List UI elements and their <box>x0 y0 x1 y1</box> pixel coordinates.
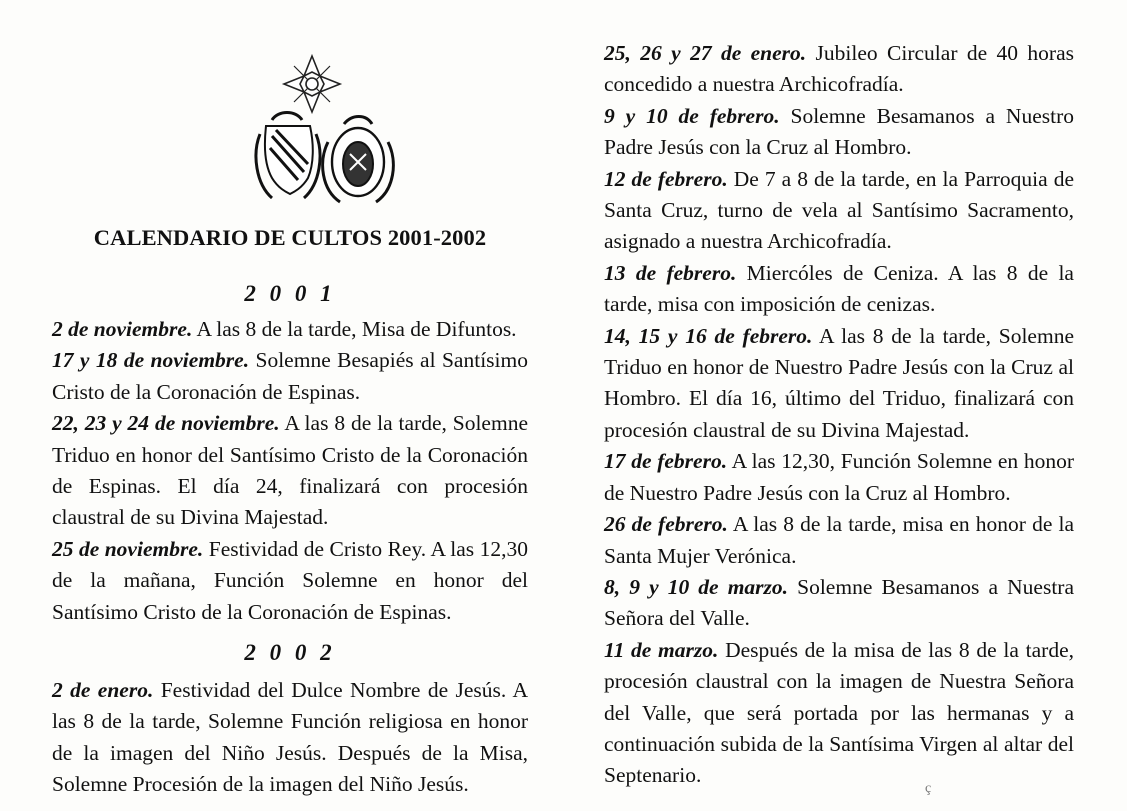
entry-text: Festividad de Cristo Rey. A las 12,30 de la mañana, Función Solemne en honor del Santísimo Cristo de la Coronación de Espinas. <box>52 536 528 624</box>
entry-text: Solemne Besapiés al Santísimo Cristo de la Coronación de Espinas. <box>52 348 528 404</box>
entry-date: 17 de febrero. <box>604 449 728 474</box>
entry-date: 26 de febrero. <box>604 512 728 537</box>
list-item <box>604 635 1074 792</box>
entry-text: Festividad del Dulce Nombre de Jesús. A las 8 de la tarde, Solemne Función religiosa en honor de la imagen del Niño Jesús. Después de la Misa, Solemne Procesión de la imagen del Niño Jesús. <box>52 678 528 797</box>
entry-text: A las 8 de la tarde, misa en honor de la Santa Mujer Verónica. <box>604 512 1074 568</box>
entry-date: 14, 15 y 16 de febrero. <box>604 323 813 348</box>
entries-2002 <box>52 675 528 801</box>
list-item <box>604 509 1074 572</box>
list-item <box>604 572 1074 635</box>
list-item <box>52 675 528 801</box>
entry-text: A las 8 de la tarde, Solemne Triduo en honor del Santísimo Cristo de la Coronación de Espinas. El día 24, finalizará con procesión claustral de su Divina Majestad. <box>52 411 528 530</box>
entry-date: 13 de febrero. <box>604 260 737 285</box>
list-item <box>52 534 528 628</box>
entry-text: Jubileo Circular de 40 horas concedido a nuestra Archicofradía. <box>604 41 1074 97</box>
entry-text: De 7 a 8 de la tarde, en la Parroquia de Santa Cruz, turno de vela al Santísimo Sacramento, asignado a nuestra Archicofradía. <box>604 166 1075 254</box>
right-column <box>604 38 1074 792</box>
entry-date: 9 y 10 de febrero. <box>604 103 780 128</box>
entry-text: A las 8 de la tarde, Solemne Triduo en honor de Nuestro Padre Jesús con la Cruz al Hombro. El día 16, último del Triduo, finalizará con procesión claustral de su Divina Majestad. <box>604 323 1074 442</box>
entry-date: 12 de febrero. <box>604 166 728 191</box>
entry-date: 2 de noviembre. <box>52 317 193 341</box>
list-item <box>52 345 528 408</box>
list-item <box>52 314 528 345</box>
page-title: CALENDARIO DE CULTOS 2001-2002 <box>93 225 487 250</box>
entry-date: 8, 9 y 10 de marzo. <box>604 574 789 599</box>
entry-text: A las 12,30, Función Solemne en honor de Nuestro Padre Jesús con la Cruz al Hombro. <box>604 449 1075 505</box>
entry-date: 22, 23 y 24 de noviembre. <box>52 411 280 436</box>
entry-text: Después de la misa de las 8 de la tarde, procesión claustral con la imagen de Nuestra Señora del Valle, que será portada por las hermanas y a continuación subida de la Santísima Virgen al altar del Septenario. <box>604 637 1074 788</box>
entry-text: Solemne Besamanos a Nuestra Señora del Valle. <box>604 574 1074 631</box>
entry-date: 25, 26 y 27 de enero. <box>604 41 807 65</box>
list-item <box>604 321 1074 447</box>
entry-date: 11 de marzo. <box>604 637 719 662</box>
entry-date: 25 de noviembre. <box>52 536 204 561</box>
entry-text: Miercóles de Ceniza. A las 8 de la tarde, misa con imposición de cenizas. <box>604 260 1074 317</box>
brotherhood-emblem-icon <box>254 44 404 214</box>
list-item <box>52 408 528 534</box>
year-heading-2001: 2 0 0 1 <box>244 281 336 306</box>
year-heading-2002: 2 0 0 2 <box>244 640 336 665</box>
list-item <box>604 258 1074 321</box>
entry-date: 17 y 18 de noviembre. <box>52 348 250 373</box>
entry-text: Solemne Besamanos a Nuestro Padre Jesús con la Cruz al Hombro. <box>604 103 1074 160</box>
entries-2001 <box>52 314 528 628</box>
scan-smudge-icon: ç <box>925 781 932 796</box>
entry-date: 2 de enero. <box>52 678 154 702</box>
list-item <box>604 164 1074 258</box>
entry-text: A las 8 de la tarde, Misa de Difuntos. <box>192 317 517 341</box>
list-item <box>604 101 1074 164</box>
list-item <box>604 38 1074 101</box>
list-item <box>604 446 1074 509</box>
